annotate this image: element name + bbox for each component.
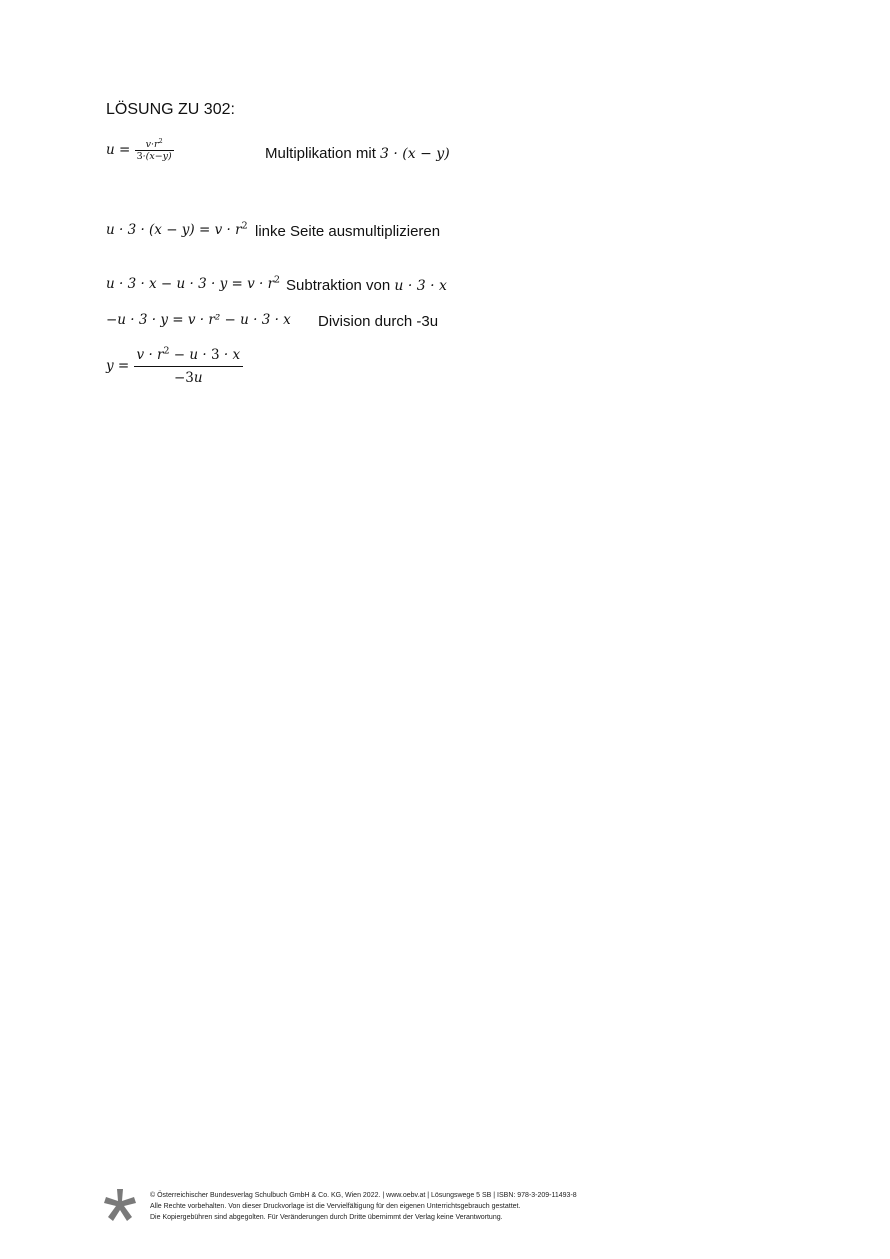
footer-line-1: © Österreichischer Bundesverlag Schulbuch GmbH & Co. KG, Wien 2022. | www.oebv.at | Lösungswege 5 SB | ISBN: 978-3-209-11493-8 [150, 1192, 577, 1199]
fraction-1: $\frac{v\cdot r^2}{3\cdot(x-y)}$ [136, 136, 172, 162]
equation-2: $u \cdot 3 \cdot (x - y) = v \cdot r^2$ [106, 220, 248, 238]
page-title: LÖSUNG ZU 302: [106, 101, 235, 118]
result-fraction: $\frac{v \cdot r^2 - u \cdot 3 \cdot x}{-3u}$ [134, 347, 244, 386]
result-equation: y = $\frac{v \cdot r^2 - u \cdot 3 \cdot x}{-3u}$ [106, 347, 243, 386]
equation-4: −u · 3 · y = v · r² − u · 3 · x [106, 312, 291, 328]
step-1-note: Multiplikation mit 3 · (x − y) [265, 145, 450, 162]
footer-line-2: Alle Rechte vorbehalten. Von dieser Druckvorlage ist die Vervielfältigung für den eigenen Unterrichtsgebrauch gestattet. [150, 1203, 521, 1210]
step-4-note: Division durch -3u [318, 313, 439, 330]
equation-1: u = $\frac{v\cdot r^2}{3\cdot(x-y)}$ [106, 136, 172, 162]
step-2-note: linke Seite ausmultiplizieren [255, 223, 441, 240]
copyright-footer [150, 1190, 577, 1223]
equation-3: $u \cdot 3 \cdot x - u \cdot 3 \cdot y = v \cdot r^2$ [106, 274, 281, 292]
step-3-note: Subtraktion von u · 3 · x [286, 277, 447, 294]
asterisk-logo-icon [103, 1188, 137, 1222]
footer-line-3: Die Kopiergebühren sind abgegolten. Für Veränderungen durch Dritte übernimmt der Verlag keine Verantwortung. [150, 1214, 503, 1221]
